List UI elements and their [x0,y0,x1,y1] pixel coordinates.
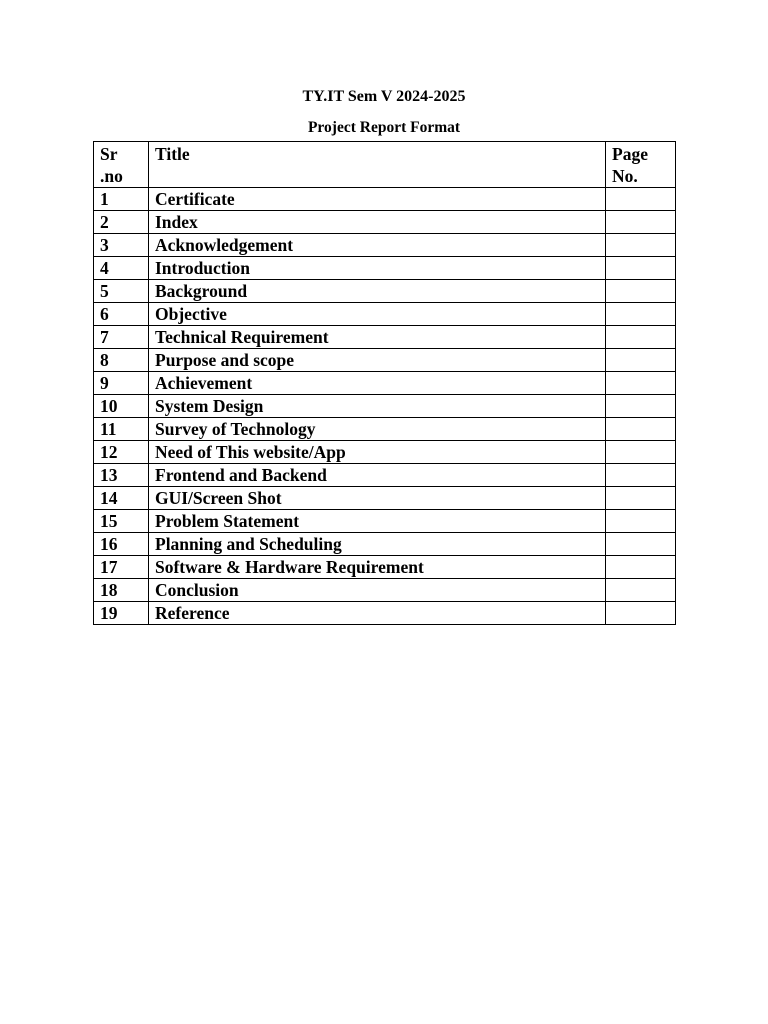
row-sr: 13 [94,464,149,487]
row-sr: 2 [94,211,149,234]
table-row [94,211,676,234]
report-format-table [93,141,676,625]
row-sr: 16 [94,533,149,556]
row-page [606,211,676,234]
row-title: Reference [149,602,606,625]
row-title: Need of This website/App [149,441,606,464]
row-page [606,188,676,211]
row-sr: 17 [94,556,149,579]
table-row [94,280,676,303]
row-page [606,280,676,303]
document-heading: TY.IT Sem V 2024-2025 [302,88,466,105]
row-page [606,326,676,349]
row-sr: 7 [94,326,149,349]
row-page [606,579,676,602]
row-page [606,349,676,372]
row-page [606,556,676,579]
row-page [606,510,676,533]
row-sr: 10 [94,395,149,418]
row-page [606,395,676,418]
row-title: Objective [149,303,606,326]
table-row [94,464,676,487]
row-title: Achievement [149,372,606,395]
row-sr: 12 [94,441,149,464]
header-title: Title [149,142,606,188]
row-title: Acknowledgement [149,234,606,257]
row-sr: 14 [94,487,149,510]
row-title: Survey of Technology [149,418,606,441]
header-sr-line2: .no [100,166,123,186]
row-page [606,487,676,510]
table-row [94,418,676,441]
row-title: System Design [149,395,606,418]
row-sr: 18 [94,579,149,602]
header-page-line1: Page [612,144,648,164]
row-title: Certificate [149,188,606,211]
row-sr: 15 [94,510,149,533]
header-sr-no [94,142,149,188]
row-page [606,257,676,280]
row-sr: 8 [94,349,149,372]
row-title: GUI/Screen Shot [149,487,606,510]
table-row [94,257,676,280]
row-page [606,464,676,487]
table-header-row [94,142,676,188]
row-title: Frontend and Backend [149,464,606,487]
table-row [94,349,676,372]
document-subheading: Project Report Format [307,119,461,136]
row-title: Conclusion [149,579,606,602]
table-row [94,602,676,625]
row-sr: 3 [94,234,149,257]
row-sr: 5 [94,280,149,303]
row-sr: 9 [94,372,149,395]
table-row [94,326,676,349]
row-sr: 1 [94,188,149,211]
table-row [94,303,676,326]
row-title: Background [149,280,606,303]
table-row [94,395,676,418]
table-row [94,487,676,510]
table-row [94,579,676,602]
header-page-line2: No. [612,166,638,186]
row-title: Purpose and scope [149,349,606,372]
row-sr: 4 [94,257,149,280]
table-row [94,533,676,556]
table-row [94,510,676,533]
row-title: Problem Statement [149,510,606,533]
row-page [606,441,676,464]
row-title: Introduction [149,257,606,280]
row-page [606,602,676,625]
row-title: Software & Hardware Requirement [149,556,606,579]
table-row [94,188,676,211]
table-row [94,556,676,579]
header-page-no [606,142,676,188]
row-title: Planning and Scheduling [149,533,606,556]
table-row [94,441,676,464]
row-page [606,303,676,326]
row-page [606,533,676,556]
row-sr: 19 [94,602,149,625]
row-sr: 11 [94,418,149,441]
table-row [94,234,676,257]
table-row [94,372,676,395]
row-sr: 6 [94,303,149,326]
row-title: Index [149,211,606,234]
row-title: Technical Requirement [149,326,606,349]
row-page [606,234,676,257]
row-page [606,372,676,395]
header-sr-line1: Sr [100,144,118,164]
row-page [606,418,676,441]
